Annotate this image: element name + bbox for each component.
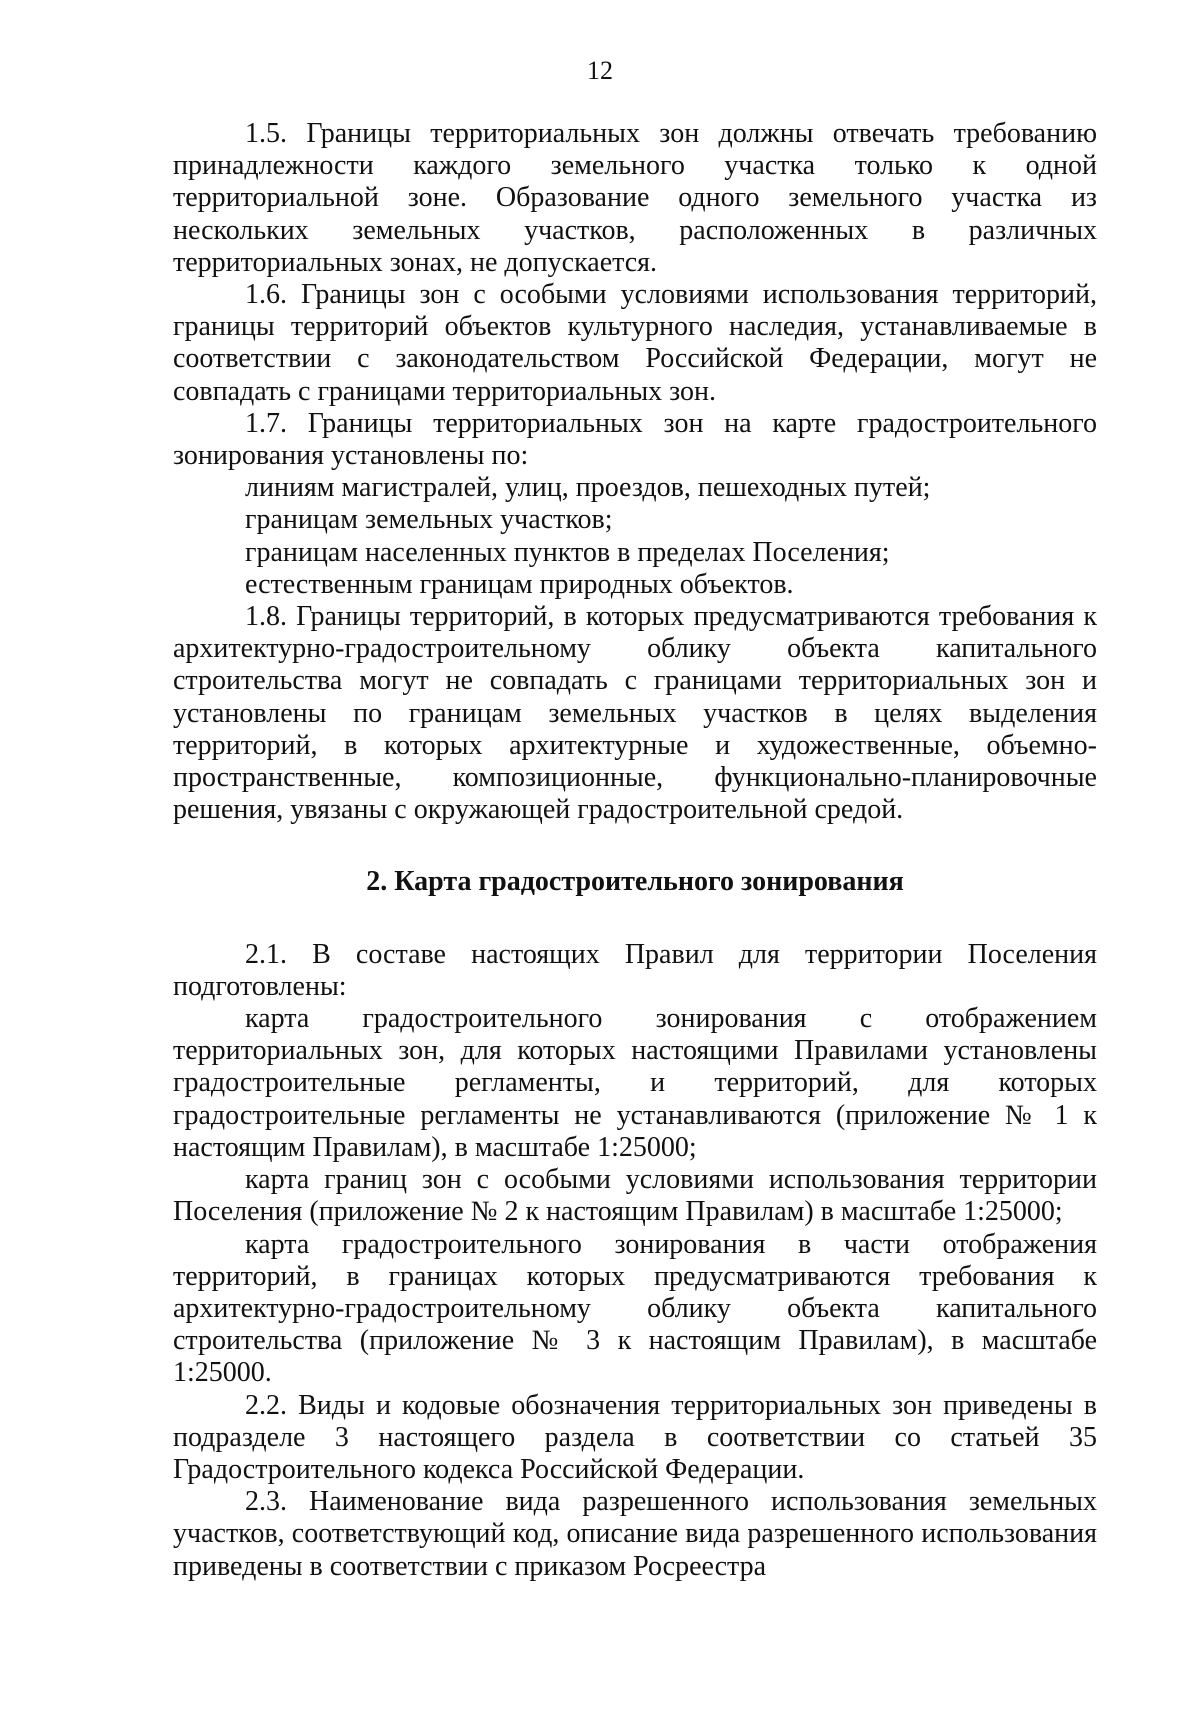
- paragraph-1-6: 1.6. Границы зон с особыми условиями использования территорий, границы территорий объектов культурного наследия, устанавливаемые в соответствии с законодательством Российской Федерации, могут не совпадать с границами территориальных зон.: [173, 279, 1097, 407]
- paragraph-1-8: 1.8. Границы территорий, в которых предусматриваются требования к архитектурно-градостроительному облику объекта капитального строительства могут не совпадать с границами территориальных зон и установлены по границам земельных участков в целях выделения территорий, в которых архитектурные и художественные, объемно-пространственные, композиционные, функционально-планировочные решения, увязаны с окружающей градостроительной средой.: [173, 601, 1097, 826]
- page-body: [173, 118, 1097, 1583]
- list-item-2-1-a: карта градостроительного зонирования с отображением территориальных зон, для которых настоящими Правилами установлены градостроительные регламенты, и территорий, для которых градостроительные регламенты не устанавливаются (приложение № 1 к настоящим Правилам), в масштабе 1:25000;: [173, 1003, 1097, 1163]
- paragraph-2-1: 2.1. В составе настоящих Правил для территории Поселения подготовлены:: [173, 938, 1097, 1002]
- paragraph-1-7: 1.7. Границы территориальных зон на карте градостроительного зонирования установлены по:: [173, 407, 1097, 472]
- paragraph-2-2: 2.2. Виды и кодовые обозначения территориальных зон приведены в подразделе 3 настоящего раздела в соответствии со статьей 35 Градостроительного кодекса Российской Федерации.: [173, 1389, 1097, 1485]
- list-item-2-1-c: карта градостроительного зонирования в части отображения территорий, в границах которых предусматриваются требования к архитектурно-градостроительному облику объекта капитального строительства (приложение № 3 к настоящим Правилам), в масштабе 1:25000.: [173, 1228, 1097, 1389]
- list-item-1-7-c: границам населенных пунктов в пределах Поселения;: [245, 536, 890, 568]
- list-item-1-7-b: границам земельных участков;: [245, 504, 613, 536]
- list-item-1-7-d: естественным границам природных объектов.: [245, 568, 794, 600]
- section-heading: 2. Карта градостроительного зонирования: [366, 866, 904, 898]
- spacer: [173, 826, 1097, 866]
- list-item-1-7-a: линиям магистралей, улиц, проездов, пешеходных путей;: [245, 472, 931, 504]
- page-number: 12: [587, 56, 613, 85]
- list-item-2-1-b: карта границ зон с особыми условиями использования территории Поселения (приложение № 2 к настоящим Правилам) в масштабе 1:25000;: [173, 1164, 1097, 1228]
- paragraph-2-3: 2.3. Наименование вида разрешенного использования земельных участков, соответствующий код, описание вида разрешенного использования приведены в соответствии с приказом Росреестра: [173, 1486, 1097, 1582]
- paragraph-1-5: 1.5. Границы территориальных зон должны отвечать требованию принадлежности каждого земельного участка только к одной территориальной зоне. Образование одного земельного участка из нескольких земельных участков, расположенных в различных территориальных зонах, не допускается.: [173, 118, 1097, 278]
- spacer: [173, 899, 1097, 939]
